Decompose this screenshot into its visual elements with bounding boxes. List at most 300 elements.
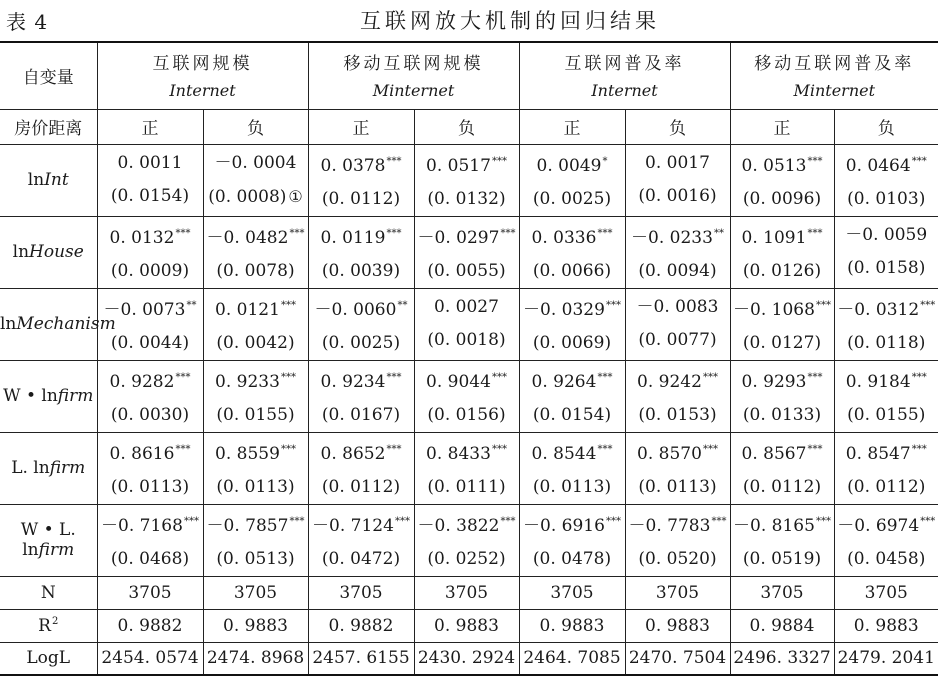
significance-stars: ** (713, 227, 724, 239)
coef-cell (308, 504, 414, 576)
coef-cell (519, 504, 625, 576)
stat-label-text: N (40, 582, 56, 603)
coef-value: －0. 0482 (206, 227, 289, 248)
std-error: (0. 0513) (216, 548, 295, 569)
group-title-en: Internet (169, 80, 236, 100)
sub-header-cell: 负 (625, 109, 730, 144)
group-title-cn: 互联网规模 (152, 53, 253, 74)
se-line (204, 399, 308, 432)
std-error: (0. 0055) (427, 260, 506, 281)
significance-stars: *** (500, 227, 516, 239)
coef-value: 0. 0517 (426, 155, 491, 176)
coef-value: 0. 0049 (536, 155, 602, 176)
row-label (0, 432, 97, 504)
se-line (626, 180, 730, 213)
stat-cell: 3705 (834, 576, 938, 609)
stat-label (0, 642, 97, 675)
se-line (415, 543, 519, 576)
coef-value: －0. 7857 (206, 515, 289, 536)
significance-stars: *** (807, 443, 823, 455)
coef-value: 0. 0121 (215, 299, 280, 320)
sub-header-cell: 负 (414, 109, 519, 144)
significance-stars: *** (175, 443, 191, 455)
significance-stars: *** (183, 515, 199, 527)
coef-value: 0. 9233 (215, 371, 280, 392)
stat-cell: 3705 (414, 576, 519, 609)
stat-cell: 3705 (97, 576, 203, 609)
coef-cell (308, 216, 414, 288)
coef-value: －0. 6916 (523, 515, 605, 536)
coef-cell (519, 432, 625, 504)
std-error: (0. 0044) (110, 332, 190, 353)
se-line (98, 327, 203, 360)
table-title: 互联网放大机制的回归结果 (360, 9, 660, 33)
se-line (415, 183, 519, 216)
coef-line (520, 433, 625, 471)
table-number: 表 4 (6, 10, 49, 34)
se-line (98, 180, 203, 213)
std-error: (0. 0156) (427, 404, 506, 425)
coef-value: 0. 8544 (531, 443, 597, 464)
significance-stars: *** (289, 515, 305, 527)
se-line (415, 255, 519, 288)
coef-cell (308, 432, 414, 504)
stat-label-text: LogL (26, 648, 71, 669)
coef-cell (308, 144, 414, 216)
coef-cell (414, 216, 519, 288)
se-line (98, 399, 203, 432)
coef-value: －0. 7783 (628, 515, 711, 536)
significance-stars: *** (491, 443, 507, 455)
coef-cell (625, 144, 730, 216)
coef-cell (625, 216, 730, 288)
coef-cell (730, 216, 834, 288)
coef-line (98, 217, 203, 255)
coef-value: 0. 9234 (320, 371, 386, 392)
stat-cell: 0. 9882 (308, 609, 414, 642)
coef-value: 0. 9044 (426, 371, 491, 392)
std-error: (0. 0008) (208, 186, 287, 207)
std-error: (0. 0042) (216, 332, 295, 353)
significance-stars: ** (397, 299, 408, 311)
coef-line (204, 433, 308, 471)
significance-stars: *** (597, 443, 613, 455)
coef-line (309, 361, 414, 399)
coef-value: 0. 0378 (320, 155, 386, 176)
std-error: (0. 0009) (110, 260, 190, 281)
significance-stars: *** (280, 443, 296, 455)
coef-cell (625, 504, 730, 576)
coef-cell (730, 504, 834, 576)
coef-line (626, 361, 730, 399)
coef-value: 0. 9264 (531, 371, 597, 392)
coef-cell (834, 288, 938, 360)
significance-stars: *** (605, 515, 621, 527)
std-error: (0. 0519) (742, 548, 822, 569)
std-error: (0. 0468) (110, 548, 190, 569)
std-error: (0. 0155) (216, 404, 295, 425)
coef-line (731, 361, 834, 399)
coef-line (731, 289, 834, 327)
std-error: (0. 0113) (216, 476, 295, 497)
coef-cell (519, 360, 625, 432)
coef-value: 0. 8433 (426, 443, 491, 464)
std-error: (0. 0069) (532, 332, 612, 353)
se-line (415, 324, 519, 357)
se-line (731, 183, 834, 216)
std-error: (0. 0472) (321, 548, 401, 569)
row-label-prefix: W • ln (3, 386, 58, 406)
stat-cell: 3705 (519, 576, 625, 609)
se-line (835, 471, 939, 504)
coef-line (731, 433, 834, 471)
coef-value: 0. 0027 (434, 297, 499, 317)
std-error: (0. 0154) (532, 404, 612, 425)
std-error: (0. 0158) (847, 258, 926, 278)
stat-row (0, 642, 938, 675)
std-error: (0. 0118) (847, 332, 926, 353)
se-line (309, 543, 414, 576)
se-line (309, 327, 414, 360)
coef-cell (834, 216, 938, 288)
stat-cell: 0. 9884 (730, 609, 834, 642)
row-label (0, 360, 97, 432)
sub-header-cell: 正 (97, 109, 203, 144)
coef-line (309, 433, 414, 471)
coef-cell (97, 144, 203, 216)
significance-stars: *** (280, 371, 296, 383)
se-line (520, 183, 625, 216)
coef-row (0, 144, 938, 216)
coef-line (835, 289, 939, 327)
coef-row (0, 216, 938, 288)
coef-cell (203, 504, 308, 576)
coef-value: 0. 9184 (845, 371, 911, 392)
footnote-marker: ① (288, 186, 303, 206)
coef-line (835, 433, 939, 471)
coef-value: －0. 0059 (845, 225, 928, 245)
coef-line (98, 147, 203, 180)
coef-value: －0. 0329 (523, 299, 605, 320)
row-label (0, 288, 116, 360)
group-title-en: Minternet (372, 80, 455, 100)
significance-stars: * (602, 155, 608, 167)
coef-value: 0. 0132 (109, 227, 175, 248)
coef-line (204, 361, 308, 399)
significance-stars: *** (911, 155, 927, 167)
std-error: (0. 0112) (321, 476, 401, 497)
coef-value: －0. 0233 (631, 227, 713, 248)
row-label (0, 144, 97, 216)
coef-line (835, 505, 939, 543)
coef-row (0, 504, 938, 576)
std-error: (0. 0113) (110, 476, 190, 497)
significance-stars: *** (807, 155, 823, 167)
std-error: (0. 0016) (638, 186, 717, 206)
coef-line (626, 433, 730, 471)
coef-cell (730, 432, 834, 504)
coef-value: －0. 0004 (214, 152, 297, 173)
group-title-en: Internet (591, 80, 658, 100)
row-label-prefix: ln (0, 314, 17, 334)
coef-value: －0. 0073 (103, 299, 186, 320)
std-error: (0. 0112) (847, 476, 926, 497)
std-error: (0. 0252) (427, 548, 506, 569)
sub-stub-header: 房价距离 (0, 109, 97, 144)
significance-stars: *** (911, 371, 927, 383)
coef-value: 0. 8567 (741, 443, 807, 464)
std-error: (0. 0133) (742, 404, 822, 425)
coef-value: －0. 0060 (314, 299, 397, 320)
coef-value: －0. 1068 (733, 299, 815, 320)
coef-cell (834, 504, 938, 576)
significance-stars: *** (605, 299, 621, 311)
significance-stars: *** (386, 155, 402, 167)
coef-cell (834, 360, 938, 432)
row-label (0, 504, 97, 576)
se-line (626, 324, 730, 357)
row-label-prefix: W • L. ln (20, 520, 76, 560)
coef-value: －0. 6974 (837, 515, 920, 536)
significance-stars: *** (597, 227, 613, 239)
coef-row (0, 360, 938, 432)
coef-value: －0. 8165 (733, 515, 815, 536)
coef-cell (203, 360, 308, 432)
se-line (309, 471, 414, 504)
significance-stars: *** (920, 299, 936, 311)
std-error: (0. 0111) (427, 476, 506, 497)
coef-value: 0. 8570 (637, 443, 702, 464)
coef-value: －0. 3822 (417, 515, 500, 536)
stat-cell: 2430. 2924 (414, 642, 519, 675)
significance-stars: *** (175, 227, 191, 239)
se-line (835, 327, 939, 360)
se-line (415, 471, 519, 504)
std-error: (0. 0094) (638, 260, 717, 281)
coef-line (204, 217, 308, 255)
std-error: (0. 0103) (847, 188, 926, 209)
coef-line (626, 291, 730, 324)
significance-stars: *** (920, 515, 936, 527)
coef-cell (97, 504, 203, 576)
significance-stars: *** (394, 515, 410, 527)
coef-row (0, 432, 938, 504)
significance-stars: *** (702, 371, 718, 383)
coef-cell (97, 360, 203, 432)
stat-cell: 2457. 6155 (308, 642, 414, 675)
group-title-cn: 互联网普及率 (564, 53, 685, 74)
coef-line (835, 219, 939, 252)
coef-value: －0. 0297 (417, 227, 500, 248)
coef-line (731, 217, 834, 255)
std-error: (0. 0113) (638, 476, 717, 497)
coef-cell (203, 288, 308, 360)
coef-cell (414, 432, 519, 504)
se-line (98, 255, 203, 288)
coef-line (204, 147, 308, 180)
std-error: (0. 0096) (742, 188, 822, 209)
stat-label (0, 609, 97, 642)
stat-cell: 2454. 0574 (97, 642, 203, 675)
coef-line (520, 289, 625, 327)
coef-line (731, 505, 834, 543)
se-line (204, 255, 308, 288)
se-line (626, 471, 730, 504)
coef-line (520, 505, 625, 543)
row-label-prefix: ln (27, 170, 45, 190)
std-error: (0. 0520) (638, 548, 717, 569)
significance-stars: *** (911, 443, 927, 455)
coef-value: 0. 0336 (531, 227, 597, 248)
coef-value: －0. 0312 (837, 299, 920, 320)
se-line (626, 399, 730, 432)
se-line (204, 471, 308, 504)
se-line (520, 399, 625, 432)
sub-header-cell: 负 (203, 109, 308, 144)
group-title-en: Minternet (793, 80, 876, 100)
row-label-italic: House (29, 242, 84, 262)
stat-cell: 2464. 7085 (519, 642, 625, 675)
se-line (204, 180, 308, 214)
regression-table (0, 41, 938, 676)
stat-cell: 3705 (203, 576, 308, 609)
se-line (731, 327, 834, 360)
se-line (204, 543, 308, 576)
sub-header-cell: 正 (519, 109, 625, 144)
row-label-italic: firm (57, 386, 94, 406)
coef-line (731, 145, 834, 183)
significance-stars: *** (175, 371, 191, 383)
se-line (520, 471, 625, 504)
se-line (520, 255, 625, 288)
group-header (308, 42, 519, 109)
coef-value: 0. 0017 (645, 153, 710, 173)
se-line (520, 327, 625, 360)
se-line (98, 471, 203, 504)
coef-cell (414, 144, 519, 216)
std-error: (0. 0066) (532, 260, 612, 281)
se-line (835, 543, 939, 576)
se-line (731, 399, 834, 432)
coef-line (309, 505, 414, 543)
coef-line (415, 217, 519, 255)
stat-label (0, 576, 97, 609)
significance-stars: *** (386, 371, 402, 383)
sub-header-cell: 正 (308, 109, 414, 144)
row-label (0, 216, 97, 288)
coef-line (98, 505, 203, 543)
significance-stars: *** (491, 371, 507, 383)
coef-line (415, 433, 519, 471)
group-title-cn: 移动互联网规模 (343, 53, 484, 74)
coef-cell (625, 288, 730, 360)
se-line (98, 543, 203, 576)
significance-stars: *** (386, 443, 402, 455)
stat-label-text: R (38, 615, 51, 636)
stat-cell: 2496. 3327 (730, 642, 834, 675)
se-line (415, 399, 519, 432)
std-error: (0. 0167) (321, 404, 401, 425)
coef-line (309, 289, 414, 327)
coef-cell (519, 288, 625, 360)
coef-line (835, 145, 939, 183)
coef-line (626, 505, 730, 543)
coef-cell (730, 288, 834, 360)
coef-cell (308, 288, 414, 360)
coef-value: 0. 9293 (741, 371, 807, 392)
coef-cell (203, 432, 308, 504)
header-row-sub (0, 109, 938, 144)
significance-stars: *** (807, 371, 823, 383)
coef-cell (308, 360, 414, 432)
significance-stars: *** (491, 155, 507, 167)
group-header (97, 42, 308, 109)
coef-cell (519, 144, 625, 216)
significance-stars: ** (186, 299, 197, 311)
coef-row (0, 288, 938, 360)
se-line (309, 399, 414, 432)
coef-line (98, 433, 203, 471)
std-error: (0. 0153) (638, 404, 717, 425)
coef-value: 0. 8652 (320, 443, 386, 464)
std-error: (0. 0025) (532, 188, 612, 209)
coef-value: 0. 9282 (109, 371, 175, 392)
significance-stars: *** (815, 299, 831, 311)
stat-row (0, 576, 938, 609)
coef-value: －0. 7124 (312, 515, 394, 536)
std-error: (0. 0030) (110, 404, 190, 425)
coef-cell (625, 432, 730, 504)
coef-cell (414, 504, 519, 576)
row-label-italic: firm (38, 540, 75, 560)
coef-cell (730, 144, 834, 216)
coef-cell (625, 360, 730, 432)
group-header (519, 42, 730, 109)
table-body (0, 42, 938, 675)
significance-stars: *** (280, 299, 296, 311)
se-line (520, 543, 625, 576)
coef-value: －0. 0083 (636, 297, 719, 317)
stat-cell: 2470. 7504 (625, 642, 730, 675)
coef-value: 0. 0119 (320, 227, 386, 248)
row-label-italic: Mechanism (16, 314, 116, 334)
coef-cell (730, 360, 834, 432)
coef-cell (834, 432, 938, 504)
stat-cell: 3705 (308, 576, 414, 609)
se-line (731, 255, 834, 288)
coef-value: 0. 8547 (845, 443, 911, 464)
coef-value: 0. 8559 (215, 443, 280, 464)
coef-cell (97, 432, 203, 504)
coef-cell (414, 288, 519, 360)
significance-stars: *** (807, 227, 823, 239)
stat-cell: 0. 9883 (834, 609, 938, 642)
coef-line (520, 217, 625, 255)
se-line (731, 543, 834, 576)
std-error: (0. 0126) (742, 260, 822, 281)
stat-row (0, 609, 938, 642)
se-line (204, 327, 308, 360)
coef-cell (414, 360, 519, 432)
stat-cell: 3705 (730, 576, 834, 609)
coef-line (98, 361, 203, 399)
stat-cell: 0. 9883 (519, 609, 625, 642)
significance-stars: *** (711, 515, 727, 527)
group-header (730, 42, 938, 109)
coef-line (204, 505, 308, 543)
significance-stars: *** (289, 227, 305, 239)
coef-line (415, 291, 519, 324)
